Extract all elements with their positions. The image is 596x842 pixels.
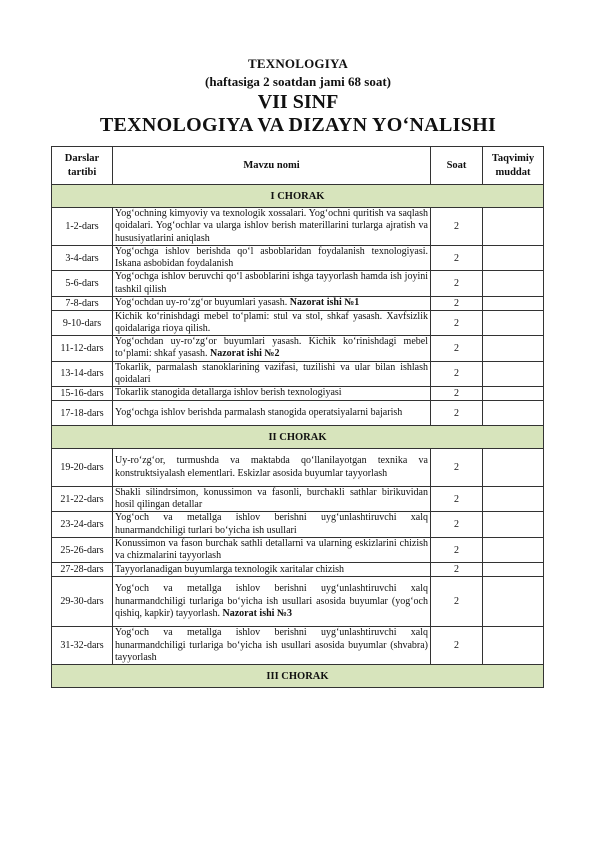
lesson-number: 27-28-dars xyxy=(52,563,113,577)
lesson-topic xyxy=(113,627,431,665)
lesson-hours: 2 xyxy=(431,310,483,335)
lesson-hours: 2 xyxy=(431,401,483,426)
table-row xyxy=(52,577,544,627)
table-row xyxy=(52,449,544,487)
lesson-hours: 2 xyxy=(431,512,483,537)
topic-text: Tayyorlanadigan buyumlarga texnologik xaritalar chizish xyxy=(115,563,345,575)
topic-text: Kichik ko‘rinishdagi mebel to‘plami: stul va stol, shkaf yasash. Xavfsizlik qoidalariga rioya qilish. xyxy=(115,310,428,335)
lesson-number: 21-22-dars xyxy=(52,487,113,512)
lesson-number: 15-16-dars xyxy=(52,387,113,401)
lesson-topic xyxy=(113,577,431,627)
lesson-topic xyxy=(113,336,431,361)
calendar-deadline-cell xyxy=(483,296,544,310)
control-work-label: Nazorat ishi №1 xyxy=(289,297,360,309)
lesson-number: 23-24-dars xyxy=(52,512,113,537)
calendar-deadline-cell xyxy=(483,537,544,562)
lesson-hours: 2 xyxy=(431,296,483,310)
table-row xyxy=(52,387,544,401)
table-row xyxy=(52,537,544,562)
table-row xyxy=(52,563,544,577)
table-row xyxy=(52,512,544,537)
lesson-hours: 2 xyxy=(431,563,483,577)
header-calendar-deadline: Taqvimiy muddat xyxy=(483,147,544,185)
lesson-topic xyxy=(113,361,431,386)
lesson-topic xyxy=(113,271,431,296)
header-topic-name: Mavzu nomi xyxy=(113,147,431,185)
table-row xyxy=(52,361,544,386)
calendar-deadline-cell xyxy=(483,563,544,577)
lesson-hours: 2 xyxy=(431,387,483,401)
topic-text: Tokarlik, parmalash stanoklarining vazifasi, tuzilishi va ular bilan ishlash qoidalari xyxy=(115,361,428,385)
topic-text: Tokarlik stanogida detallarga ishlov berish texnologiyasi xyxy=(115,387,342,399)
table-row xyxy=(52,310,544,335)
lesson-number: 3-4-dars xyxy=(52,246,113,271)
topic-text: Yog‘ochdan uy-ro‘zg‘or buyumlari yasash. Kichik ko‘rinishdagi mebel to‘plami: shkaf yasash. xyxy=(115,336,428,360)
calendar-deadline-cell xyxy=(483,401,544,426)
lesson-number: 1-2-dars xyxy=(52,208,113,246)
lesson-hours: 2 xyxy=(431,246,483,271)
lesson-hours: 2 xyxy=(431,449,483,487)
lesson-topic xyxy=(113,296,431,310)
table-row xyxy=(52,271,544,296)
quarter-row xyxy=(52,426,544,449)
calendar-deadline-cell xyxy=(483,246,544,271)
curriculum-table xyxy=(51,146,544,688)
calendar-deadline-cell xyxy=(483,449,544,487)
table-header-row xyxy=(52,147,544,185)
topic-text: Uy-ro‘zg‘or, turmushda va maktabda qo‘llanilayotgan texnika va konstruktsiyalash elementlari. Eskizlar asosida buyumlar tayyorlash xyxy=(115,455,428,479)
table-row xyxy=(52,246,544,271)
topic-text: Yog‘ochga ishlov berishda qo‘l asboblaridan foydalanish texnologiyasi. Iskana asbobidan foydalanish xyxy=(115,246,428,270)
lesson-topic xyxy=(113,487,431,512)
calendar-deadline-cell xyxy=(483,336,544,361)
hours-subtitle: (haftasiga 2 soatdan jami 68 soat) xyxy=(205,74,391,89)
lesson-number: 29-30-dars xyxy=(52,577,113,627)
lesson-topic xyxy=(113,246,431,271)
control-work-label: Nazorat ishi №2 xyxy=(209,348,280,360)
lesson-number: 19-20-dars xyxy=(52,449,113,487)
lesson-topic xyxy=(113,208,431,246)
lesson-number: 11-12-dars xyxy=(52,336,113,361)
lesson-hours: 2 xyxy=(431,271,483,296)
calendar-deadline-cell xyxy=(483,208,544,246)
lesson-hours: 2 xyxy=(431,577,483,627)
lesson-number: 31-32-dars xyxy=(52,627,113,665)
table-row xyxy=(52,296,544,310)
topic-text: Yog‘ochning kimyoviy va texnologik xossalari. Yog‘ochni quritish va saqlash qoidalari. Yog‘ochlar va ularga ishlov berish materillarini turlarga ajratish va hususiyatlarini aniqlash xyxy=(115,208,428,244)
topic-text: Shakli silindrsimon, konussimon va fasonli, burchakli sathlar birikuvidan hosil qilingan detallar xyxy=(115,487,428,511)
calendar-deadline-cell xyxy=(483,512,544,537)
lesson-topic xyxy=(113,512,431,537)
calendar-deadline-cell xyxy=(483,487,544,512)
topic-text: Yog‘ochdan uy-ro‘zg‘or buyumlari yasash. xyxy=(115,297,288,309)
lesson-topic xyxy=(113,449,431,487)
grade-title: VII SINF xyxy=(257,91,339,113)
topic-text: Yog‘och va metallga ishlov berishni uyg‘unlashtiruvchi xalq hunarmandchiligi turlari bo‘yicha ish usullari xyxy=(115,512,428,536)
lesson-topic xyxy=(113,387,431,401)
calendar-deadline-cell xyxy=(483,310,544,335)
lesson-number: 7-8-dars xyxy=(52,296,113,310)
quarter-row xyxy=(52,185,544,208)
calendar-deadline-cell xyxy=(483,387,544,401)
quarter-row xyxy=(52,665,544,688)
lesson-number: 9-10-dars xyxy=(52,310,113,335)
lesson-hours: 2 xyxy=(431,208,483,246)
topic-text: Yog‘ochga ishlov berishda parmalash stanogida operatsiyalarni bajarish xyxy=(115,406,403,418)
lesson-hours: 2 xyxy=(431,537,483,562)
lesson-topic xyxy=(113,537,431,562)
lesson-number: 17-18-dars xyxy=(52,401,113,426)
topic-text: Yog‘ochga ishlov beruvchi qo‘l asboblarini ishga tayyorlash hamda ish joyini tashkil qilish xyxy=(115,271,428,295)
quarter-label: II CHORAK xyxy=(52,426,544,449)
direction-title: TEXNOLOGIYA VA DIZAYN YO‘NALISHI xyxy=(99,114,497,136)
table-row xyxy=(52,401,544,426)
lesson-number: 13-14-dars xyxy=(52,361,113,386)
lesson-hours: 2 xyxy=(431,487,483,512)
topic-text: Yog‘och va metallga ishlov berishni uyg‘unlashtiruvchi xalq hunarmandchiligi turlariga bo‘yicha ish usullari asosida buyumlar (yog‘och qishiq, kapkir) tayyorlash. xyxy=(115,583,428,619)
lesson-number: 25-26-dars xyxy=(52,537,113,562)
calendar-deadline-cell xyxy=(483,271,544,296)
table-row xyxy=(52,487,544,512)
quarter-label: I CHORAK xyxy=(52,185,544,208)
control-work-label: Nazorat ishi №3 xyxy=(222,607,292,619)
lesson-hours: 2 xyxy=(431,627,483,665)
calendar-deadline-cell xyxy=(483,361,544,386)
topic-text: Konussimon va fason burchak sathli detallarni va ularning eskizlarini chizish va chizmalarini tayyorlash xyxy=(115,537,428,562)
quarter-label: III CHORAK xyxy=(52,665,544,688)
lesson-number: 5-6-dars xyxy=(52,271,113,296)
lesson-hours: 2 xyxy=(431,336,483,361)
subject-title: TEXNOLOGIYA xyxy=(248,56,348,71)
table-row xyxy=(52,336,544,361)
table-row xyxy=(52,627,544,665)
table-row xyxy=(52,208,544,246)
header-hours: Soat xyxy=(431,147,483,185)
lesson-topic xyxy=(113,310,431,335)
calendar-deadline-cell xyxy=(483,577,544,627)
lesson-hours: 2 xyxy=(431,361,483,386)
lesson-topic xyxy=(113,401,431,426)
header-lesson-order: Darslar tartibi xyxy=(52,147,113,185)
lesson-topic xyxy=(113,563,431,577)
calendar-deadline-cell xyxy=(483,627,544,665)
topic-text: Yog‘och va metallga ishlov berishni uyg‘unlashtiruvchi xalq hunarmandchiligi turlariga bo‘yicha ish usullari asosida buyumlar (shvabra) tayyorlash xyxy=(115,627,428,663)
